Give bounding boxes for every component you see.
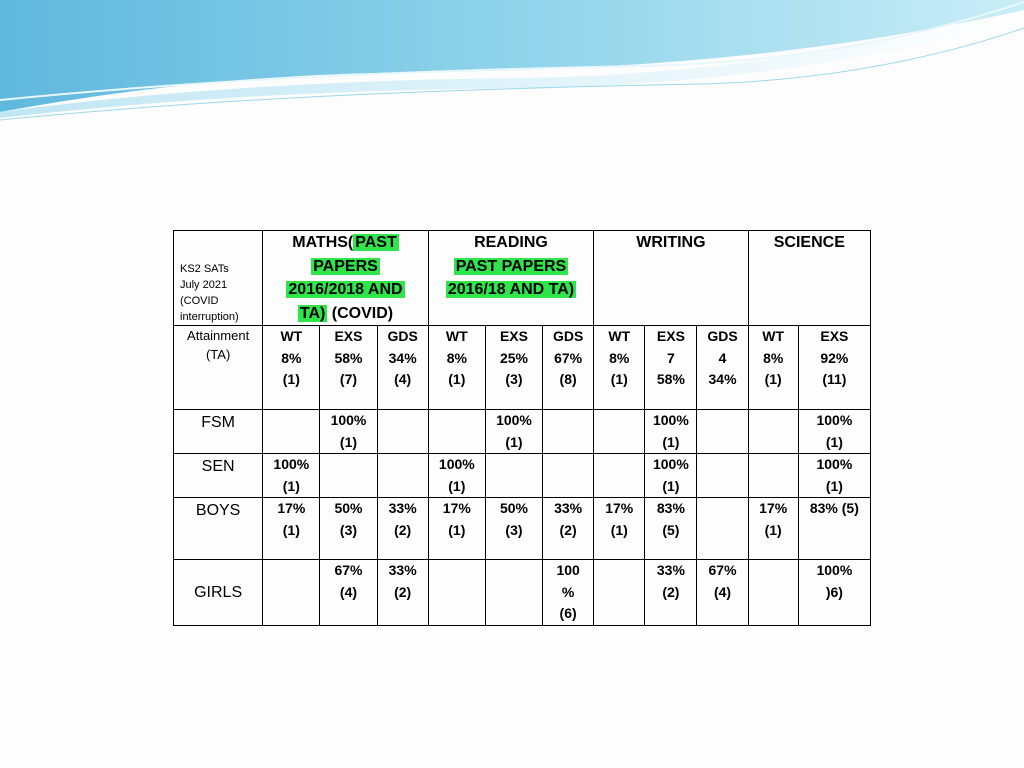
table-cell xyxy=(697,326,748,410)
table-cell xyxy=(263,410,320,454)
caption-cell xyxy=(174,231,263,326)
cell-line: 100% xyxy=(816,412,853,428)
cell-line: (11) xyxy=(822,371,847,387)
table-cell xyxy=(543,410,594,454)
table-cell xyxy=(485,454,542,498)
table-cell xyxy=(748,410,798,454)
attainment-sub: (TA) xyxy=(205,347,231,362)
cell-line: 83% xyxy=(656,500,685,516)
table-cell xyxy=(697,410,748,454)
cell-line: (3) xyxy=(505,521,523,538)
table-cell xyxy=(697,498,748,560)
table-cell xyxy=(377,560,428,626)
table-cell xyxy=(543,454,594,498)
cell-line: 17% xyxy=(759,500,788,516)
table-cell xyxy=(697,454,748,498)
cell-line: (1) xyxy=(282,521,300,538)
cell-line: (2) xyxy=(394,583,412,600)
cell-line: 33% xyxy=(554,500,583,516)
caption-line: KS2 SATs xyxy=(180,263,229,275)
cell-line: 50% xyxy=(334,500,363,516)
writing-header: WRITING xyxy=(594,231,748,326)
table-cell xyxy=(645,326,697,410)
header-row xyxy=(174,231,871,326)
table-cell xyxy=(485,498,542,560)
table-cell xyxy=(428,498,485,560)
cell-line: 17% xyxy=(442,500,471,516)
cell-line: 8% xyxy=(446,349,467,366)
cell-line: 33% xyxy=(388,500,417,516)
cell-line: (1) xyxy=(282,371,300,387)
reading-header xyxy=(428,231,593,326)
table-cell xyxy=(428,454,485,498)
cell-line: 100% xyxy=(652,412,689,428)
maths-post: (COVID) xyxy=(327,304,394,322)
cell-line: (4) xyxy=(394,371,412,387)
cell-line: 100% xyxy=(496,412,532,428)
cell-line: 8% xyxy=(763,349,784,366)
cell-line: 83% (5) xyxy=(809,500,859,516)
cell-line: 100% xyxy=(273,456,310,472)
table-cell xyxy=(645,410,697,454)
table-cell xyxy=(748,560,798,626)
cell-line: (1) xyxy=(505,433,523,450)
table-cell xyxy=(377,498,428,560)
maths-hl1: PAST xyxy=(355,234,397,251)
cell-line: GDS xyxy=(707,328,738,344)
table-row xyxy=(174,410,871,454)
maths-header-line4 xyxy=(264,302,426,326)
cell-line: (1) xyxy=(662,433,680,450)
cell-line: (1) xyxy=(764,521,782,538)
table-cell xyxy=(798,498,870,560)
cell-line: 4 xyxy=(718,349,727,366)
cell-line: (8) xyxy=(559,371,577,387)
reading-hl2: 2016/18 AND TA) xyxy=(447,281,575,298)
cell-line: 25% xyxy=(499,349,528,366)
cell-line: WT xyxy=(608,328,631,344)
cell-line: (1) xyxy=(825,433,843,450)
cell-line: EXS xyxy=(334,328,363,344)
cell-line: 58% xyxy=(334,349,363,366)
reading-hl1: PAST PAPERS xyxy=(455,257,567,275)
decorative-wave xyxy=(0,0,1024,130)
table-cell xyxy=(594,326,645,410)
table-cell xyxy=(263,454,320,498)
cell-line: 100% xyxy=(816,456,853,472)
cell-line: 100% xyxy=(330,412,367,428)
cell-line: (1) xyxy=(448,521,466,538)
cell-line: (5) xyxy=(662,521,680,538)
maths-header-line1 xyxy=(264,231,426,255)
reading-line1: READING xyxy=(474,234,548,251)
table-cell xyxy=(645,560,697,626)
table-cell xyxy=(377,454,428,498)
table-cell xyxy=(798,560,870,626)
table-cell xyxy=(263,498,320,560)
cell-line: 8% xyxy=(609,349,630,366)
cell-line: 67% xyxy=(554,349,583,366)
table-cell xyxy=(543,326,594,410)
table-cell xyxy=(428,560,485,626)
table-cell xyxy=(263,326,320,410)
table-cell xyxy=(798,410,870,454)
cell-line: 100 xyxy=(556,562,580,578)
cell-line: (2) xyxy=(559,521,577,538)
table-cell xyxy=(748,454,798,498)
maths-header-line3 xyxy=(264,278,426,302)
cell-line: 58% xyxy=(656,371,685,387)
cell-line: GDS xyxy=(552,328,584,344)
table-cell xyxy=(748,326,798,410)
row-label: SEN xyxy=(174,454,263,498)
cell-line: 100% xyxy=(652,456,689,472)
table-cell xyxy=(594,498,645,560)
attainment-row xyxy=(174,326,871,410)
cell-line: (1) xyxy=(825,477,843,494)
table-cell xyxy=(263,560,320,626)
cell-line: 100% xyxy=(438,456,475,472)
cell-line: 100% xyxy=(816,562,853,578)
table-cell xyxy=(485,410,542,454)
table-cell xyxy=(748,498,798,560)
cell-line: EXS xyxy=(656,328,685,344)
table-cell xyxy=(594,410,645,454)
reading-header-line2 xyxy=(430,255,592,279)
row-label: GIRLS xyxy=(174,560,263,626)
cell-line: (1) xyxy=(610,521,628,538)
science-header: SCIENCE xyxy=(748,231,870,326)
row-label xyxy=(174,326,263,410)
table-cell xyxy=(428,326,485,410)
table-cell xyxy=(428,410,485,454)
cell-line: (2) xyxy=(394,521,412,538)
table-cell xyxy=(377,326,428,410)
table-cell xyxy=(485,560,542,626)
caption-line: (COVID xyxy=(180,295,219,307)
table-cell xyxy=(543,498,594,560)
cell-line: 17% xyxy=(277,500,306,516)
cell-line: (3) xyxy=(505,371,523,387)
cell-line: 17% xyxy=(605,500,634,516)
cell-line: (1) xyxy=(448,371,466,387)
table-cell xyxy=(543,560,594,626)
table-cell xyxy=(645,454,697,498)
table-cell xyxy=(594,560,645,626)
caption-line: interruption) xyxy=(180,311,239,323)
cell-line: 67% xyxy=(334,562,363,578)
table-cell xyxy=(798,454,870,498)
cell-line: 34% xyxy=(388,349,417,366)
table-cell xyxy=(697,560,748,626)
cell-line: (2) xyxy=(662,583,680,600)
table-cell xyxy=(320,454,377,498)
cell-line: (1) xyxy=(610,371,628,387)
cell-line: (4) xyxy=(713,583,732,600)
row-label: FSM xyxy=(174,410,263,454)
cell-line: 7 xyxy=(667,349,675,366)
cell-line: (1) xyxy=(764,371,782,387)
cell-line: (6) xyxy=(559,605,577,621)
cell-line: EXS xyxy=(820,328,849,344)
table-cell xyxy=(320,410,377,454)
cell-line: (7) xyxy=(339,371,358,387)
table-cell xyxy=(320,498,377,560)
row-label: BOYS xyxy=(174,498,263,560)
table-cell xyxy=(594,454,645,498)
cell-line: EXS xyxy=(499,328,528,344)
maths-header xyxy=(263,231,428,326)
cell-line: (3) xyxy=(339,521,358,538)
maths-hl3: 2016/2018 AND xyxy=(288,281,403,298)
cell-line: WT xyxy=(445,328,468,344)
cell-line: 50% xyxy=(499,500,528,516)
cell-line: 92% xyxy=(820,349,849,366)
cell-line: )6) xyxy=(825,583,843,600)
table-row xyxy=(174,560,871,626)
table-row xyxy=(174,454,871,498)
table-cell xyxy=(798,326,870,410)
cell-line: (1) xyxy=(339,433,358,450)
table-cell xyxy=(645,498,697,560)
maths-header-line2 xyxy=(264,255,426,279)
maths-hl2: PAPERS xyxy=(313,257,378,275)
table-cell xyxy=(320,326,377,410)
attainment-label: Attainment xyxy=(187,328,250,343)
table-row xyxy=(174,498,871,560)
table-cell xyxy=(320,560,377,626)
reading-header-line3 xyxy=(430,278,592,302)
cell-line: 33% xyxy=(656,562,685,578)
cell-line: 33% xyxy=(388,562,417,578)
cell-line: WT xyxy=(762,328,785,344)
cell-line: 34% xyxy=(708,371,737,387)
maths-pre: MATHS( xyxy=(292,234,354,251)
cell-line: 8% xyxy=(281,349,302,366)
table-cell xyxy=(377,410,428,454)
cell-line: (1) xyxy=(662,477,680,494)
cell-line: WT xyxy=(280,328,303,344)
cell-line: % xyxy=(561,583,575,600)
maths-hl4: TA) xyxy=(299,304,326,322)
table-cell xyxy=(485,326,542,410)
results-table xyxy=(173,230,871,626)
cell-line: GDS xyxy=(387,328,418,344)
cell-line: (1) xyxy=(282,477,300,494)
cell-line: (4) xyxy=(339,583,358,600)
caption-line: July 2021 xyxy=(180,279,228,291)
cell-line: 67% xyxy=(708,562,737,578)
cell-line: (1) xyxy=(448,477,466,494)
